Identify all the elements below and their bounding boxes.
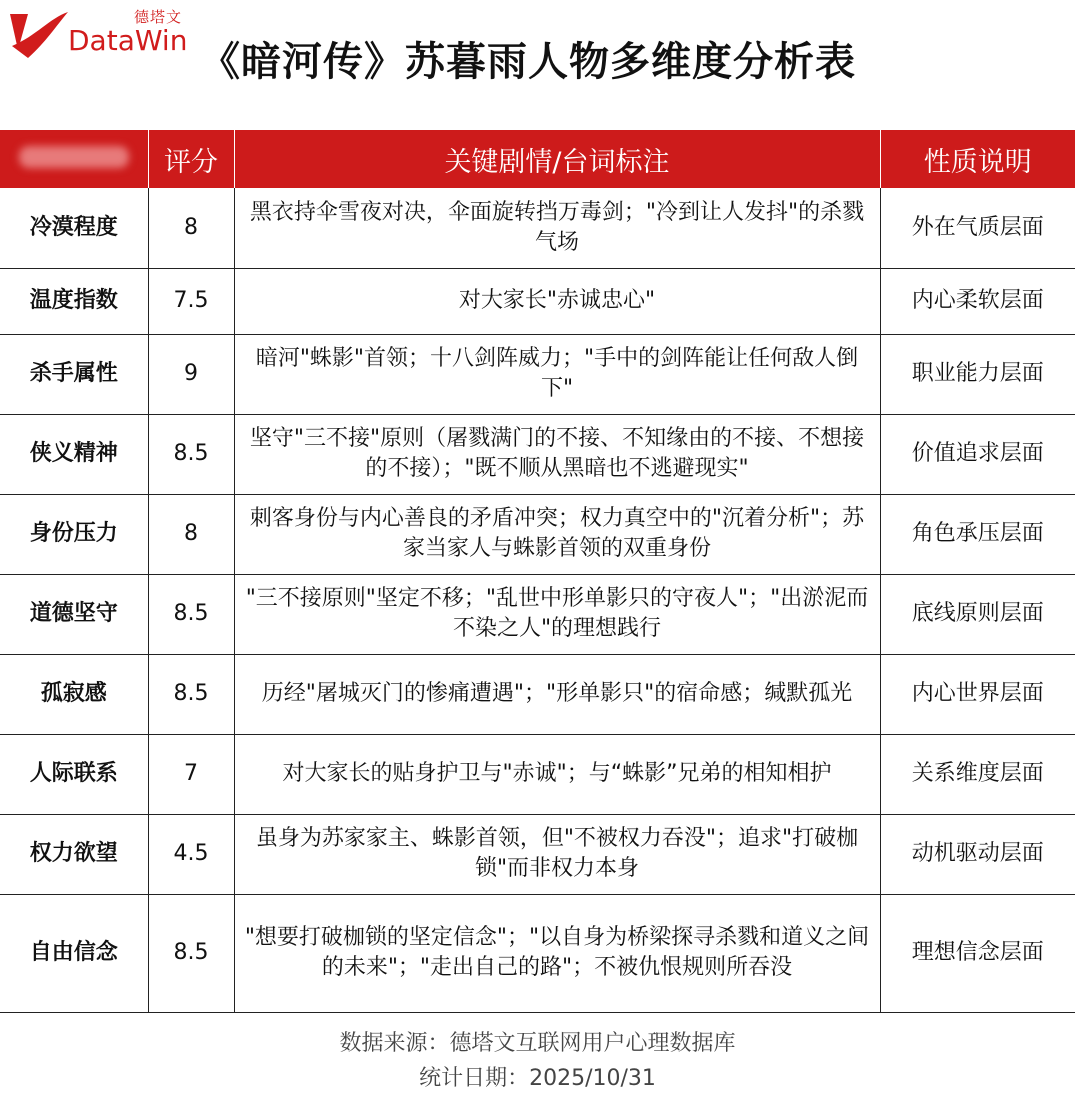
nature-cell: 底线原则层面 xyxy=(880,574,1075,654)
score-cell: 4.5 xyxy=(148,814,234,894)
score-cell: 8.5 xyxy=(148,414,234,494)
plot-cell: 对大家长"赤诚忠心" xyxy=(234,268,880,334)
nature-cell: 关系维度层面 xyxy=(880,734,1075,814)
plot-cell: 历经"屠城灭门的惨痛遭遇"；"形单影只"的宿命感；缄默孤光 xyxy=(234,654,880,734)
dimension-cell: 冷漠程度 xyxy=(0,188,148,268)
table-row xyxy=(0,414,1075,494)
table-row xyxy=(0,894,1075,1012)
header-plot: 关键剧情/台词标注 xyxy=(234,130,880,188)
table-row xyxy=(0,268,1075,334)
header-dimension xyxy=(0,130,148,188)
score-cell: 8 xyxy=(148,494,234,574)
data-source: 数据来源：德塔文互联网用户心理数据库 xyxy=(339,1031,736,1056)
brand-name-en: DataWin xyxy=(68,24,188,57)
dimension-cell: 自由信念 xyxy=(0,894,148,1012)
score-cell: 8.5 xyxy=(148,894,234,1012)
dimension-cell: 温度指数 xyxy=(0,268,148,334)
plot-cell: 虽身为苏家家主、蛛影首领，但"不被权力吞没"；追求"打破枷锁"而非权力本身 xyxy=(234,814,880,894)
score-cell: 8.5 xyxy=(148,574,234,654)
nature-cell: 动机驱动层面 xyxy=(880,814,1075,894)
dimension-cell: 杀手属性 xyxy=(0,334,148,414)
score-cell: 8.5 xyxy=(148,654,234,734)
nature-cell: 内心柔软层面 xyxy=(880,268,1075,334)
nature-cell: 内心世界层面 xyxy=(880,654,1075,734)
nature-cell: 价值追求层面 xyxy=(880,414,1075,494)
header-nature: 性质说明 xyxy=(880,130,1075,188)
nature-cell: 职业能力层面 xyxy=(880,334,1075,414)
score-cell: 7.5 xyxy=(148,268,234,334)
score-cell: 7 xyxy=(148,734,234,814)
nature-cell: 理想信念层面 xyxy=(880,894,1075,1012)
plot-cell: 坚守"三不接"原则（屠戮满门的不接、不知缘由的不接、不想接的不接）；"既不顺从黑暗也不逃避现实" xyxy=(234,414,880,494)
plot-cell: 刺客身份与内心善良的矛盾冲突；权力真空中的"沉着分析"；苏家当家人与蛛影首领的双重身份 xyxy=(234,494,880,574)
table-row xyxy=(0,494,1075,574)
dimension-cell: 孤寂感 xyxy=(0,654,148,734)
blurred-header xyxy=(19,146,129,168)
dimension-cell: 身份压力 xyxy=(0,494,148,574)
nature-cell: 外在气质层面 xyxy=(880,188,1075,268)
plot-cell: 暗河"蛛影"首领；十八剑阵威力；"手中的剑阵能让任何敌人倒下" xyxy=(234,334,880,414)
dimension-cell: 人际联系 xyxy=(0,734,148,814)
brand-name-cn: 德塔文 xyxy=(134,8,183,26)
table-row xyxy=(0,574,1075,654)
header-score: 评分 xyxy=(148,130,234,188)
plot-cell: "三不接原则"坚定不移；"乱世中形单影只的守夜人"；"出淤泥而不染之人"的理想践行 xyxy=(234,574,880,654)
plot-cell: 黑衣持伞雪夜对决，伞面旋转挡万毒剑；"冷到让人发抖"的杀戮气场 xyxy=(234,188,880,268)
table-header-row xyxy=(0,130,1075,188)
table-row xyxy=(0,814,1075,894)
table-row xyxy=(0,188,1075,268)
score-cell: 9 xyxy=(148,334,234,414)
dimension-cell: 侠义精神 xyxy=(0,414,148,494)
table-row xyxy=(0,654,1075,734)
dimension-cell: 权力欲望 xyxy=(0,814,148,894)
analysis-table xyxy=(0,130,1075,1013)
plot-cell: 对大家长的贴身护卫与"赤诚"；与“蛛影”兄弟的相知相护 xyxy=(234,734,880,814)
page-title: 《暗河传》苏暮雨人物多维度分析表 xyxy=(200,39,856,85)
plot-cell: "想要打破枷锁的坚定信念"；"以自身为桥梁探寻杀戮和道义之间的未来"；"走出自己的路"；不被仇恨规则所吞没 xyxy=(234,894,880,1012)
table-row xyxy=(0,734,1075,814)
stat-date: 统计日期：2025/10/31 xyxy=(419,1066,656,1091)
table-row xyxy=(0,334,1075,414)
dimension-cell: 道德坚守 xyxy=(0,574,148,654)
score-cell: 8 xyxy=(148,188,234,268)
nature-cell: 角色承压层面 xyxy=(880,494,1075,574)
